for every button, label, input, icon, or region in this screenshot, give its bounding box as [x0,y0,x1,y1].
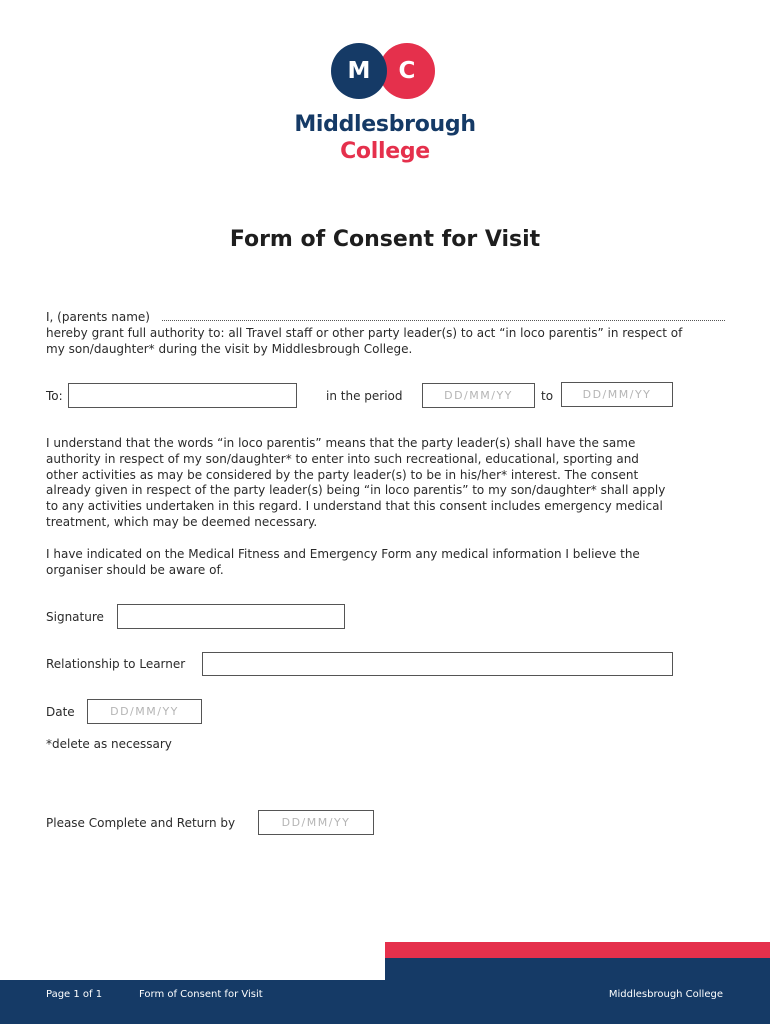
period-label: in the period [326,389,403,403]
destination-field[interactable] [68,383,297,408]
return-by-label: Please Complete and Return by [46,816,236,830]
period-end-date-field[interactable]: DD/MM/YY [561,382,673,407]
return-by-date-field[interactable]: DD/MM/YY [258,810,374,835]
footer-page-number: Page 1 of 1 [46,989,103,1000]
footer-accent-red [385,942,770,958]
relationship-field[interactable] [202,652,673,676]
parents-name-line[interactable] [162,320,725,321]
footer-accent-navy [385,958,770,980]
consent-line: treatment, which may be deemed necessary. [46,514,318,529]
period-start-date-field[interactable]: DD/MM/YY [422,383,535,408]
footer-bar [0,980,770,1024]
college-logo [0,40,770,170]
parents-name-label: I, (parents name) [46,310,150,324]
intro-line-2: hereby grant full authority to: all Travel staff or other party leader(s) to act “in loco parentis” in respect of [46,326,683,340]
medical-paragraph [46,547,736,579]
logo-letter-m: M [347,58,371,84]
consent-line: already given in respect of the party leader(s) being “in loco parentis” to my son/daughter* shall apply [46,483,666,498]
delete-note: *delete as necessary [46,737,172,751]
page-title: Form of Consent for Visit [229,227,541,252]
logo-letter-c: C [398,58,416,84]
period-to-label: to [541,389,554,403]
intro-line-3: my son/daughter* during the visit by Middlesbrough College. [46,342,413,356]
date-field[interactable]: DD/MM/YY [87,699,202,724]
consent-line: I understand that the words “in loco parentis” means that the party leader(s) shall have the same [46,436,636,450]
to-label: To: [46,389,63,403]
logo-name-line2: College [340,139,430,164]
consent-line: other activities as may be considered by the party leader(s) to be in his/her* interest. The consent [46,467,639,482]
date-label: Date [46,705,75,719]
signature-field[interactable] [117,604,345,629]
medical-line: organiser should be aware of. [46,562,224,577]
consent-line: to any activities undertaken in this regard. I understand that this consent includes emergency medical [46,499,663,514]
consent-line: authority in respect of my son/daughter* to enter into such recreational, educational, sporting and [46,451,639,466]
footer-organisation: Middlesbrough College [608,989,723,1000]
signature-label: Signature [46,610,104,624]
logo-c-circle [379,43,435,99]
logo-name-line1: Middlesbrough [294,112,476,137]
relationship-label: Relationship to Learner [46,657,186,671]
footer-document-title: Form of Consent for Visit [139,989,263,1000]
medical-line: I have indicated on the Medical Fitness and Emergency Form any medical information I believe the [46,547,640,561]
consent-paragraph [46,436,736,531]
logo-m-circle [331,43,387,99]
